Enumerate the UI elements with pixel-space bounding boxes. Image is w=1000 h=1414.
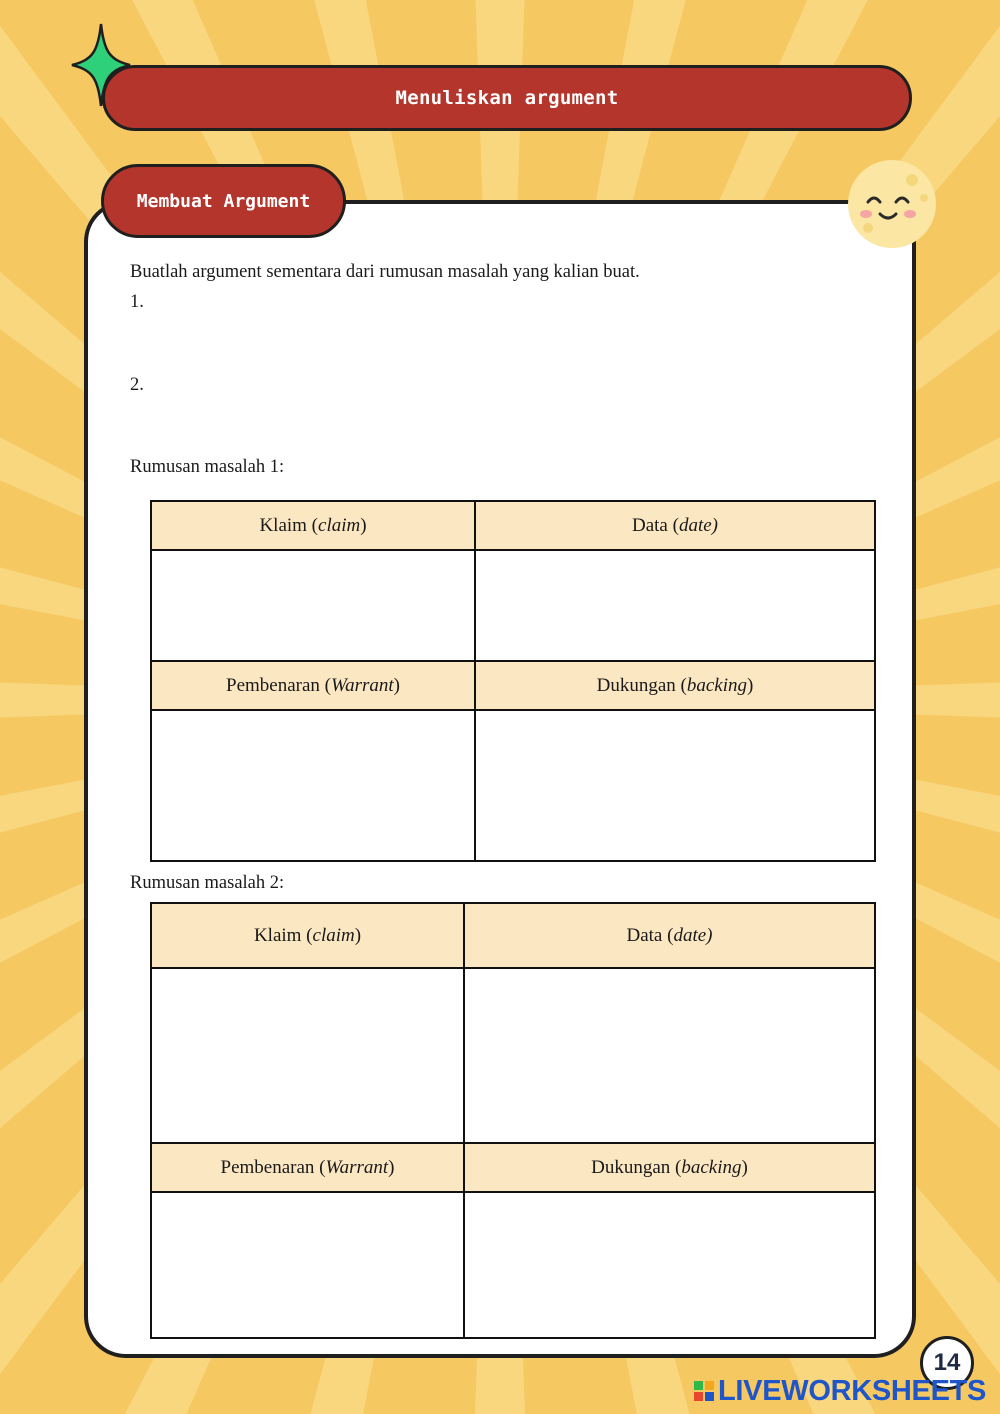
claim-answer-cell[interactable]	[151, 968, 464, 1143]
brand-name: LIVEWORKSHEETS	[718, 1374, 987, 1407]
instruction-text: Buatlah argument sementara dari rumusan masalah yang kalian buat.	[130, 262, 640, 282]
section-tab	[101, 164, 346, 238]
smiling-moon-icon	[846, 158, 938, 250]
data-header: Data (date)	[464, 903, 875, 968]
argument-table-2	[150, 902, 876, 1339]
page-title: Menuliskan argument	[395, 87, 619, 109]
backing-answer-cell[interactable]	[464, 1192, 875, 1338]
liveworksheets-logo[interactable]	[694, 1374, 986, 1408]
argument-table-1	[150, 500, 876, 862]
table2-label: Rumusan masalah 2:	[130, 873, 285, 893]
warrant-header: Pembenaran (Warrant)	[151, 661, 475, 710]
sparkle-icon	[70, 22, 132, 108]
claim-header: Klaim (claim)	[151, 501, 475, 550]
liveworksheets-logo-icon	[694, 1381, 714, 1401]
backing-answer-cell[interactable]	[475, 710, 875, 861]
claim-header: Klaim (claim)	[151, 903, 464, 968]
warrant-header: Pembenaran (Warrant)	[151, 1143, 464, 1192]
data-answer-cell[interactable]	[464, 968, 875, 1143]
answer-number-2: 2.	[130, 375, 144, 395]
backing-header: Dukungan (backing)	[464, 1143, 875, 1192]
data-answer-cell[interactable]	[475, 550, 875, 661]
claim-answer-cell[interactable]	[151, 550, 475, 661]
warrant-answer-cell[interactable]	[151, 1192, 464, 1338]
page-title-banner	[102, 65, 912, 131]
page-number: 14	[933, 1349, 961, 1376]
table1-label: Rumusan masalah 1:	[130, 457, 285, 477]
data-header: Data (date)	[475, 501, 875, 550]
backing-header: Dukungan (backing)	[475, 661, 875, 710]
section-tab-label: Membuat Argument	[136, 190, 311, 212]
warrant-answer-cell[interactable]	[151, 710, 475, 861]
answer-number-1: 1.	[130, 292, 144, 312]
